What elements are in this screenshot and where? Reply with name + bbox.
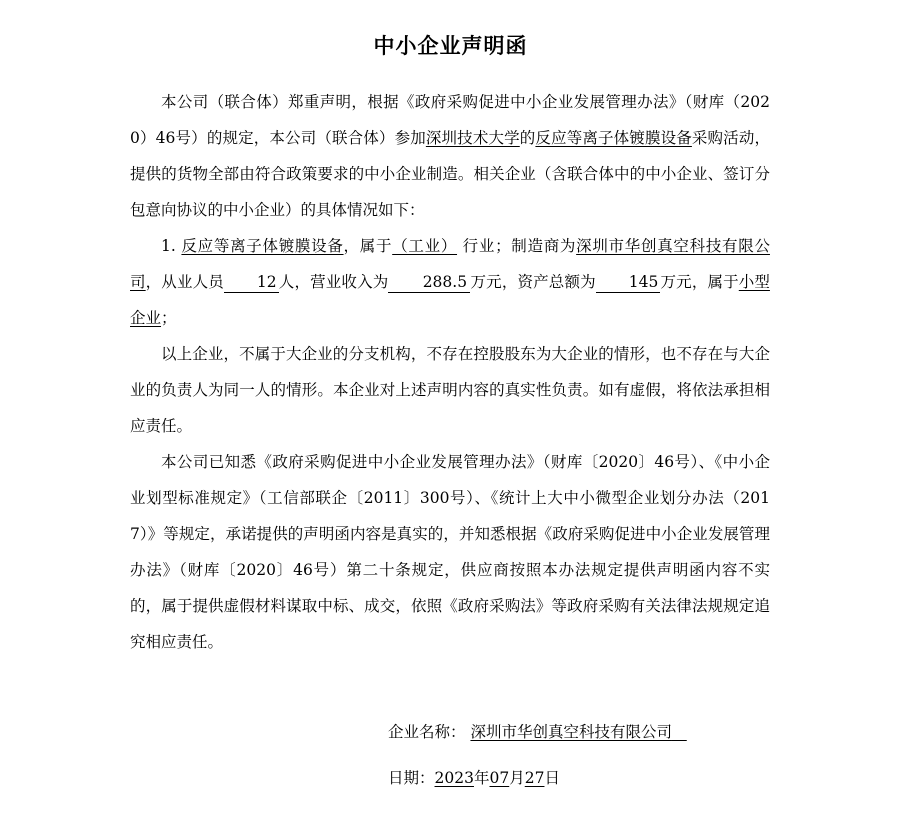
item-text-5: 万元，资产总额为	[470, 273, 596, 291]
intro-text-2: 的	[519, 129, 536, 147]
item-text-4: 人，营业收入为	[278, 273, 389, 291]
date-day-unit: 日	[544, 769, 560, 787]
enterprise-item-1	[130, 228, 770, 336]
item-text-7: ，属于	[691, 273, 739, 291]
date-signature-line	[388, 766, 560, 788]
company-signature-line	[388, 720, 687, 742]
manufacturer-name: 深圳市华创真空科技有限公司	[130, 237, 770, 291]
date-day: 27	[524, 769, 545, 787]
company-name-value	[470, 723, 686, 741]
item-text-2: 行业；制造商为	[462, 237, 577, 255]
employees-value: 12	[224, 272, 279, 293]
date-label: 日期：	[388, 769, 435, 787]
company-label: 企业名称：	[388, 723, 466, 741]
item-text-6: 万元	[660, 273, 692, 291]
page-title: 中小企业声明函	[373, 34, 528, 58]
assets-value: 145	[596, 272, 661, 293]
date-year-unit: 年	[473, 769, 490, 787]
enterprise-size: 小型企业	[130, 273, 770, 327]
statement-paragraph: 以上企业，不属于大企业的分支机构，不存在控股股东为大企业的情形，也不存在与大企业的负责人为同一人的情形。本企业对上述声明内容的真实性负责。如有虚假，将依法承担相应责任。	[130, 345, 770, 435]
intro-text-3: 采购活动，提供的货物全部由符合政策要求的中小企业制造。相关企业（含联合体中的中小企业、签订分包意向协议的中小企业）的具体情况如下：	[130, 129, 770, 219]
item-number: 1.	[161, 237, 176, 255]
buyer-name: 深圳技术大学	[425, 129, 520, 147]
item-text-1: ，属于	[343, 237, 393, 255]
item-text-3: ，从业人员	[145, 273, 224, 291]
industry-value: （工业）	[392, 237, 458, 255]
goods-name: 反应等离子体镀膜设备	[181, 237, 344, 255]
declaration-body	[130, 84, 770, 660]
date-month-unit: 月	[509, 769, 525, 787]
date-month: 07	[489, 769, 510, 787]
intro-text-1: 本公司（联合体）郑重声明，根据《政府采购促进中小企业发展管理办法》（财库（2020）46号）的规定，本公司（联合体）参加	[130, 93, 770, 147]
date-year: 2023	[434, 769, 474, 787]
company-name-text: 深圳市华创真空科技有限公司	[470, 723, 672, 741]
intro-paragraph	[130, 84, 770, 228]
acknowledgement-paragraph: 本公司已知悉《政府采购促进中小企业发展管理办法》（财库〔2020〕46号）、《中小企业划型标准规定》（工信部联企〔2011〕300号）、《统计上大中小微型企业划分办法（2017）》等规定，承诺提供的声明函内容是真实的，并知悉根据《政府采购促进中小企业发展管理办法》（财库〔2020〕46号）第二十条规定，供应商按照本办法规定提供声明函内容不实的，属于提供虚假材料谋取中标、成交，依照《政府采购法》等政府采购有关法律法规规定追究相应责任。	[130, 453, 770, 651]
revenue-value: 288.5	[388, 272, 470, 293]
project-name: 反应等离子体镀膜设备	[535, 129, 692, 147]
item-text-8: ；	[161, 309, 177, 327]
